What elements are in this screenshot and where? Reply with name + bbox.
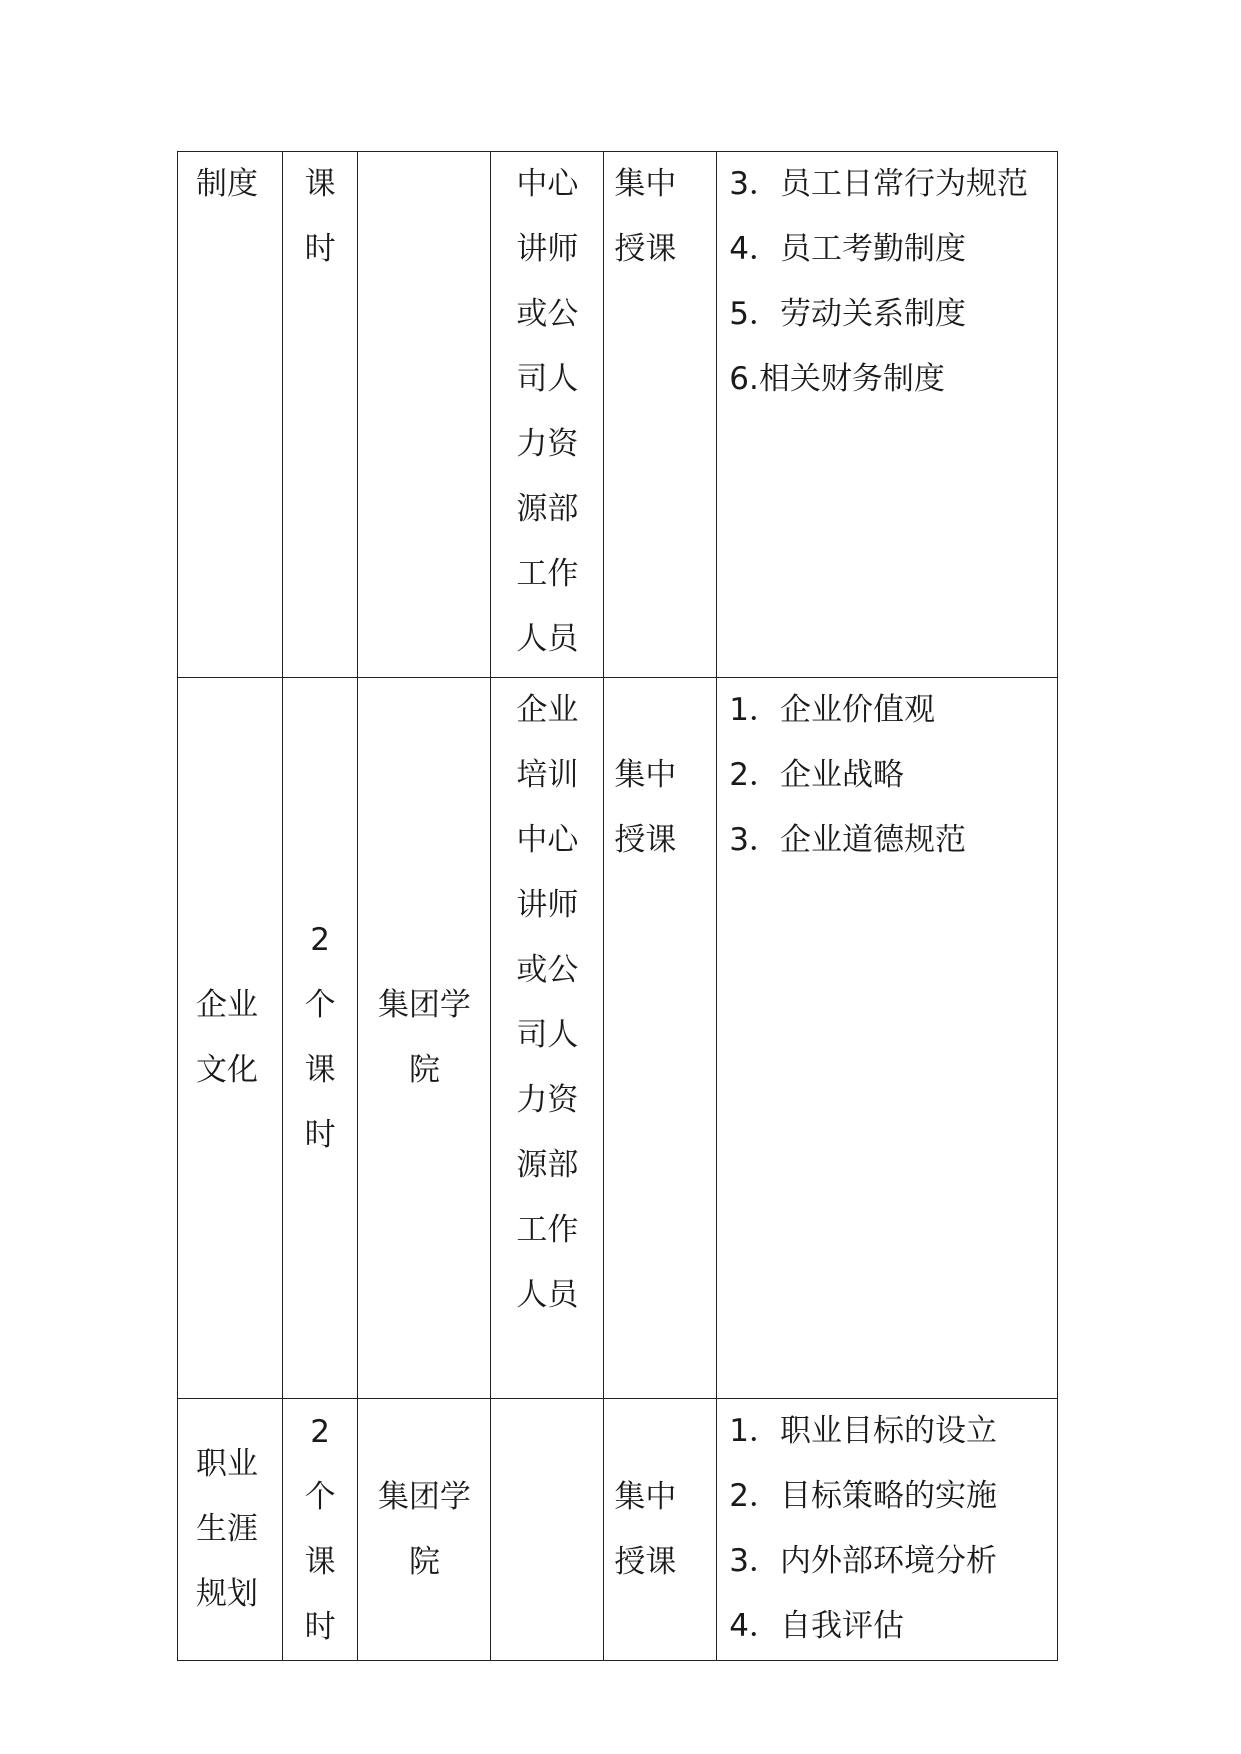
topic-text: 企业 文化	[196, 987, 258, 1088]
content-cell	[717, 678, 1058, 1399]
hours-cell	[282, 152, 358, 678]
topic-cell	[178, 1399, 283, 1661]
table-row	[178, 1399, 1058, 1661]
method-cell	[604, 678, 717, 1399]
hours-text: 2 个 课 时	[304, 922, 336, 1153]
topic-text: 制度	[196, 166, 258, 202]
topic-cell	[178, 678, 283, 1399]
content-text: 3．员工日常行为规范 4．员工考勤制度 5．劳动关系制度 6.相关财务制度	[729, 166, 1028, 397]
lecturer-cell	[491, 1399, 604, 1661]
training-schedule-table	[177, 151, 1058, 1661]
method-text: 集中 授课	[614, 166, 677, 267]
content-text: 1．企业价值观 2．企业战略 3．企业道德规范	[729, 692, 966, 858]
method-cell	[604, 1399, 717, 1661]
topic-text: 职业 生涯 规划	[196, 1446, 258, 1612]
topic-cell	[178, 152, 283, 678]
content-text: 1．职业目标的设立 2．目标策略的实施 3．内外部环境分析 4．自我评估	[729, 1413, 997, 1644]
lecturer-cell	[491, 152, 604, 678]
hours-text: 课 时	[304, 166, 336, 267]
table-row	[178, 678, 1058, 1399]
hours-text: 2 个 课 时	[304, 1413, 336, 1645]
method-text: 集中 授课	[614, 1478, 677, 1580]
method-cell	[604, 152, 717, 678]
organizer-cell	[358, 1399, 491, 1661]
table-row	[178, 152, 1058, 678]
lecturer-text: 企业 培训 中心 讲师 或公 司人 力资 源部 工作 人员	[516, 692, 579, 1313]
organizer-text: 集团学 院	[377, 1478, 471, 1580]
organizer-cell	[358, 678, 491, 1399]
method-text: 集中 授课	[614, 757, 677, 858]
organizer-text: 集团学 院	[377, 987, 471, 1088]
lecturer-text: 中心 讲师 或公 司人 力资 源部 工作 人员	[516, 166, 579, 657]
hours-cell	[282, 678, 358, 1399]
hours-cell	[282, 1399, 358, 1661]
lecturer-cell	[491, 678, 604, 1399]
content-cell	[717, 1399, 1058, 1661]
content-cell	[717, 152, 1058, 678]
organizer-cell	[358, 152, 491, 678]
